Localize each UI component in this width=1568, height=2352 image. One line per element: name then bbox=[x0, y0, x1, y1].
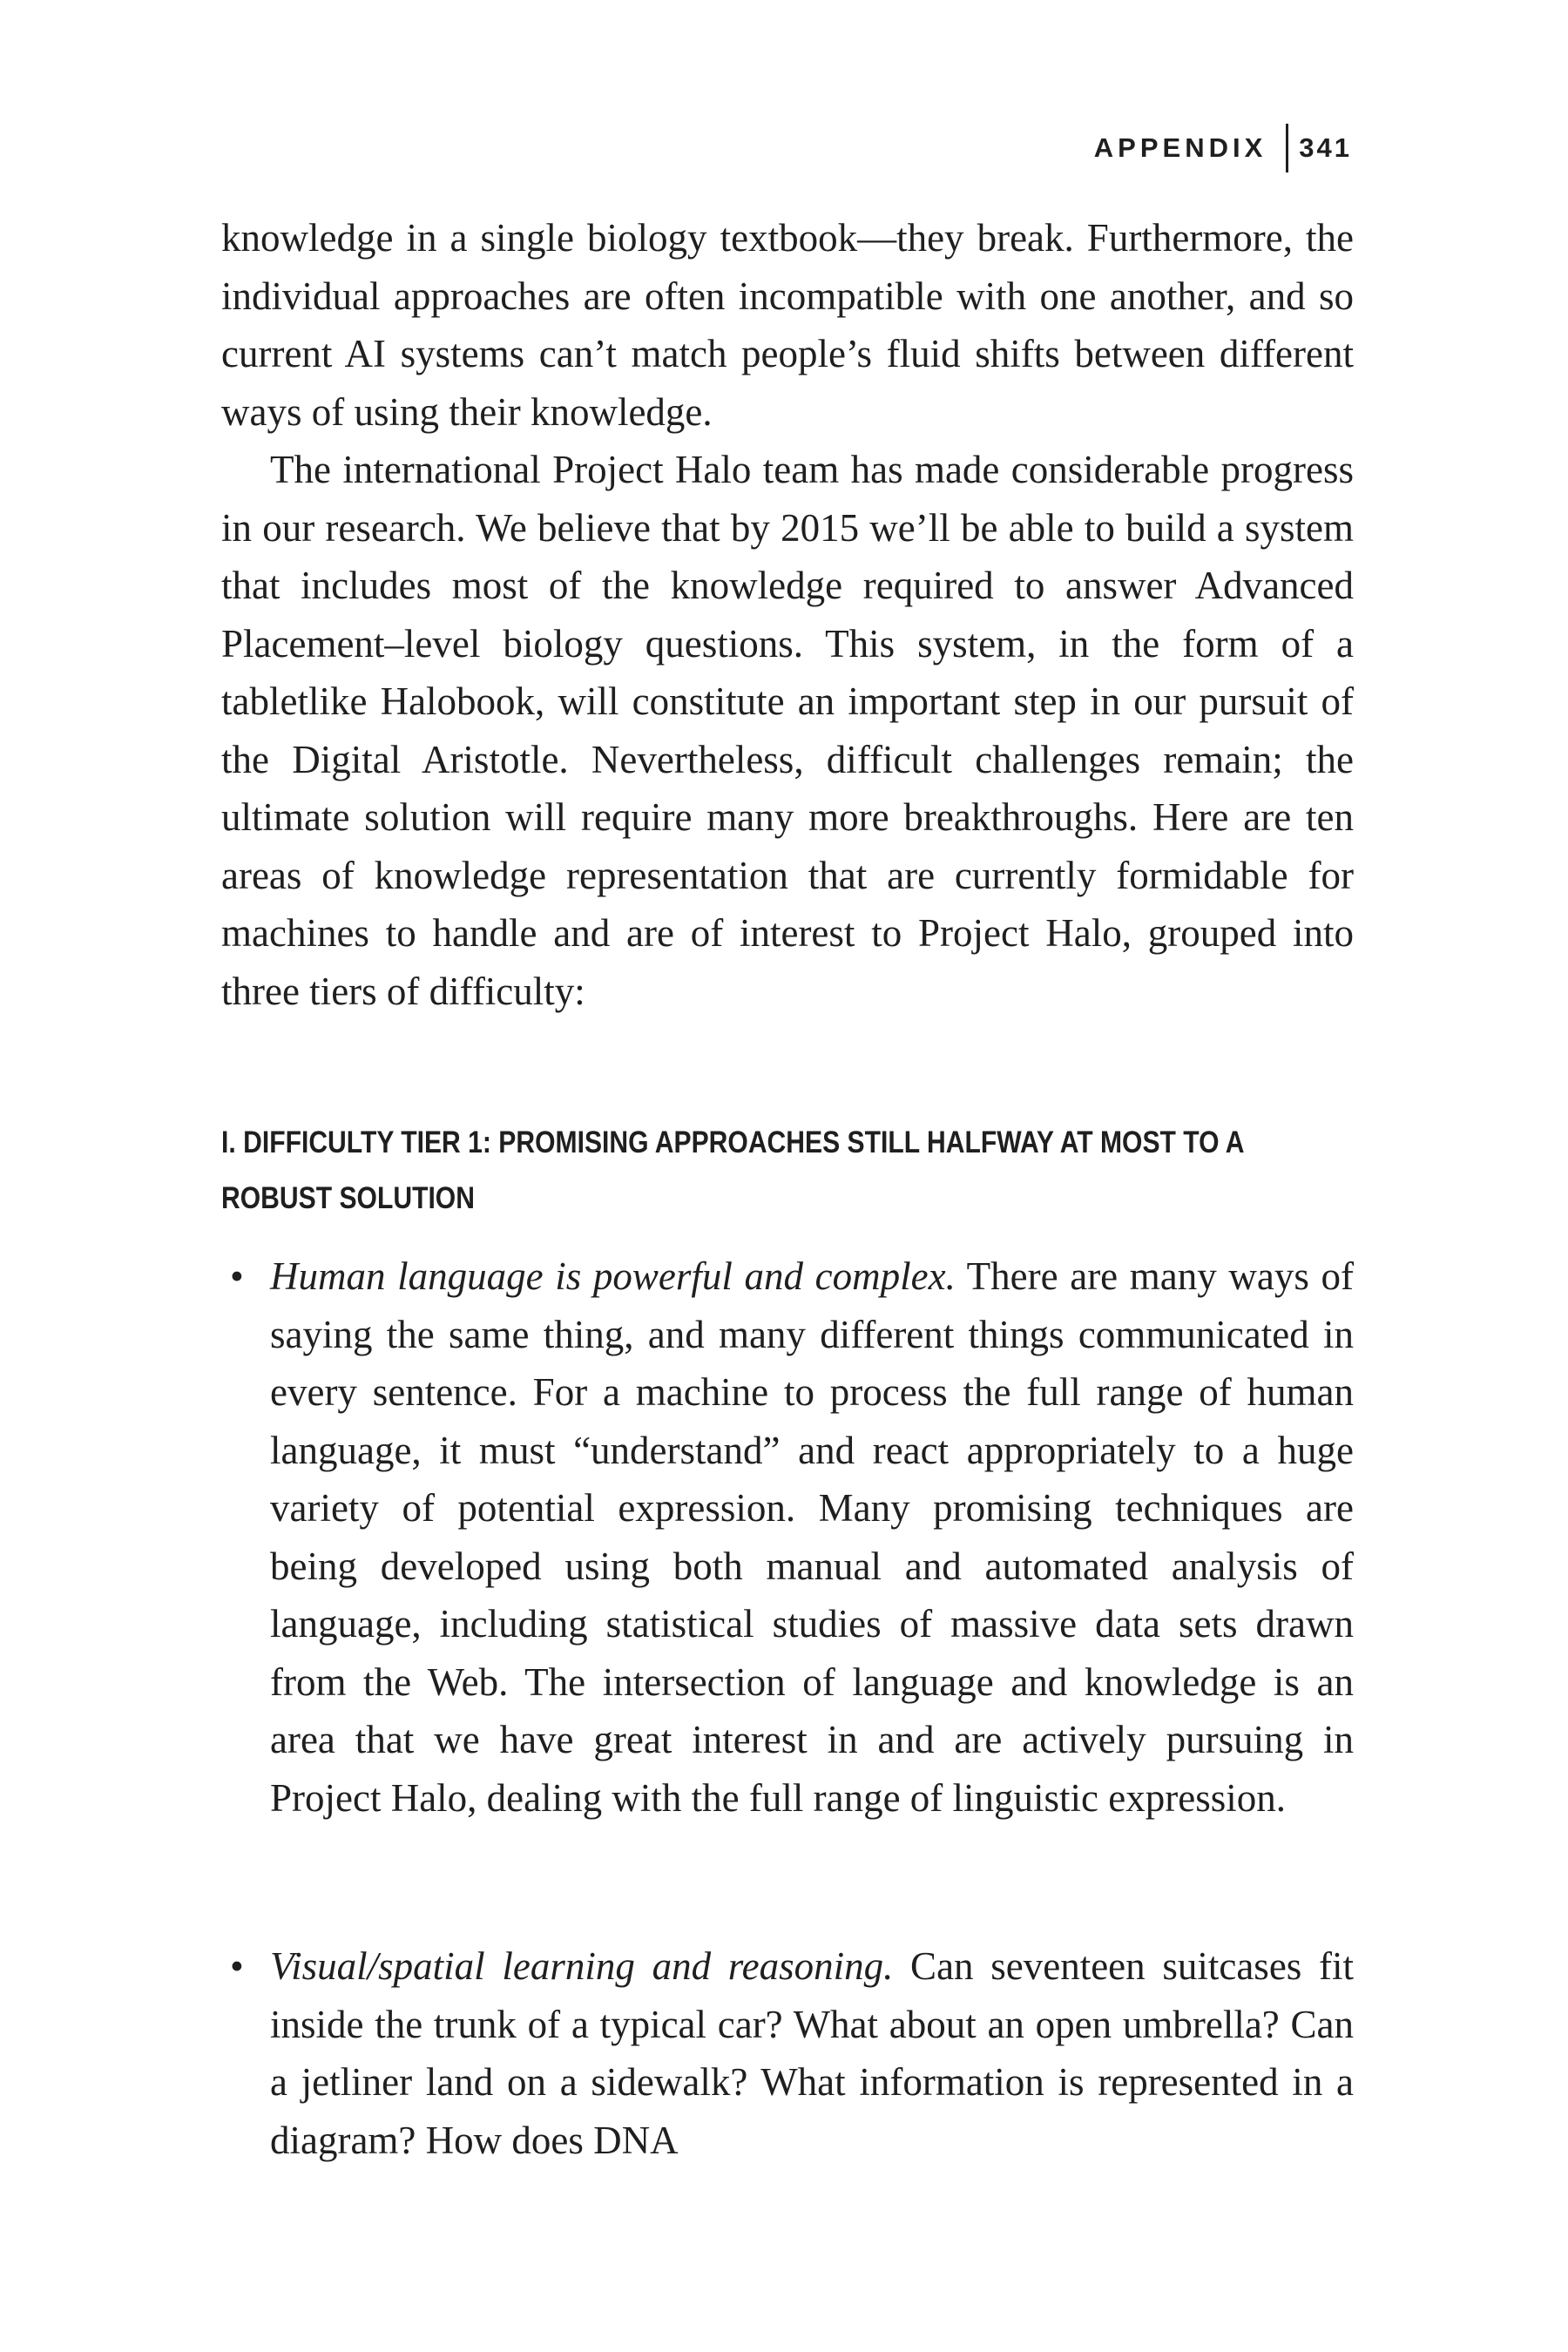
paragraph: The international Project Halo team has made considerable progress in our research. We believe that by 2015 we’ll be able to build a system that includes most of the knowledge required to answer Advanced Placement–level biology questions. This system, in the form of a tabletlike Halobook, will constitute an important step in our pursuit of the Digital Aristotle. Nevertheless, difficult challenges remain; the ultimate solution will require many more breakthroughs. Here are ten areas of knowledge representation that are currently formidable for machines to handle and are of interest to Project Halo, grouped into three tiers of difficulty: bbox=[221, 448, 1354, 1013]
list-item-body bbox=[270, 1937, 1354, 2169]
list-item bbox=[221, 1247, 1354, 1827]
section-heading: I. DIFFICULTY TIER 1: PROMISING APPROACHES STILL HALFWAY AT MOST TO A ROBUST SOLUTION bbox=[221, 1125, 1244, 1215]
bullet-icon: • bbox=[230, 1944, 244, 1988]
running-header bbox=[1094, 124, 1352, 172]
page-number: 341 bbox=[1299, 132, 1352, 163]
bullet-icon: • bbox=[230, 1254, 244, 1298]
running-header-section: APPENDIX bbox=[1093, 132, 1267, 163]
list-item-lead: Human language is powerful and complex. bbox=[270, 1254, 956, 1298]
body-text bbox=[221, 209, 1354, 1020]
header-divider bbox=[1286, 124, 1288, 172]
list-item-lead: Visual/spatial learning and reasoning. bbox=[270, 1944, 894, 1988]
list-item-body bbox=[270, 1247, 1354, 1827]
list-item bbox=[221, 1937, 1354, 2169]
list-item-text: There are many ways of saying the same thing, and many different things communicated in every sentence. For a machine to process the full range of human language, it must “understand” and react appropriately to a huge variety of potential expression. Many promising techniques are being developed using both manual and automated analysis of language, including statistical studies of massive data sets drawn from the Web. The intersection of language and knowledge is an area that we have great interest in and are actively pursuing in Project Halo, dealing with the full range of linguistic expression. bbox=[270, 1254, 1354, 1820]
paragraph-continued: knowledge in a single biology textbook—they break. Furthermore, the individual approaches are often incompatible with one another, and so current AI systems can’t match people’s fluid shifts between different ways of using their knowledge. bbox=[221, 216, 1354, 434]
list-item-text: Can seventeen suitcases fit inside the trunk of a typical car? What about an open umbrella? Can a jetliner land on a sidewalk? What information is represented in a diagram? How does DNA bbox=[270, 1944, 1354, 2162]
